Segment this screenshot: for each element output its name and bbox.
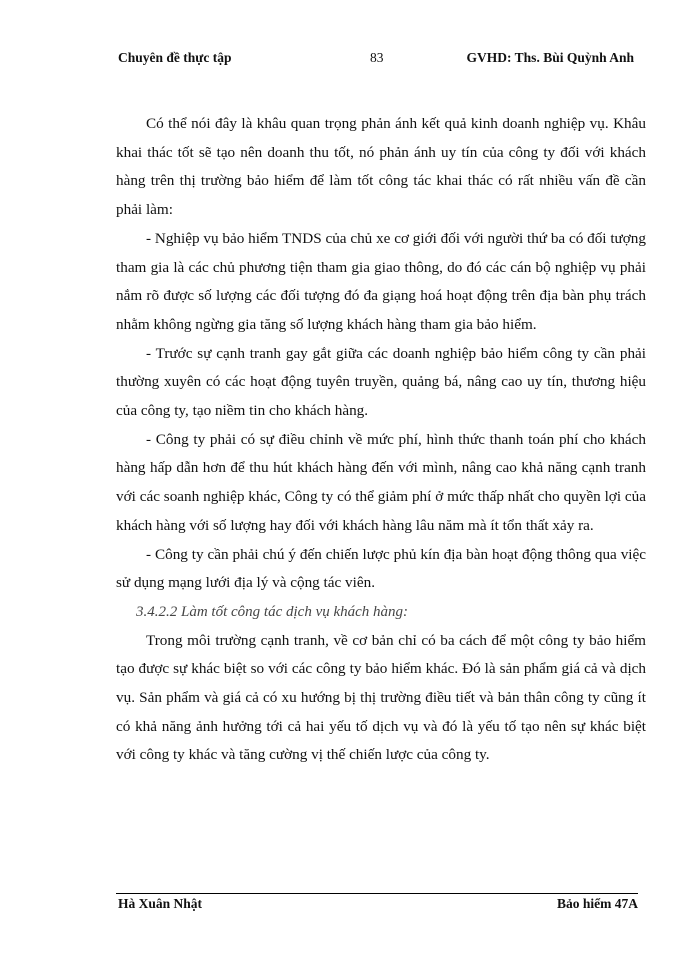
header-supervisor: GVHD: Ths. Bùi Quỳnh Anh [466,50,634,65]
body-paragraph-bullet-1: - Nghiệp vụ bảo hiểm TNDS của chủ xe cơ giới đối với người thứ ba có đối tượng tham gia là các chủ phương tiện tham gia giao thông, do đó các cán bộ nghiệp vụ phải nắm rõ được số lượng các đối tượng đó đa giạng hoá hoạt động trên địa bàn phụ trách nhằm không ngừng gia tăng số lượng khách hàng tham gia bảo hiểm. [116,229,646,333]
body-paragraph-closing: Trong môi trường cạnh tranh, về cơ bản chỉ có ba cách để một công ty bảo hiểm tạo được sự khác biệt so với các công ty bảo hiểm khác. Đó là sản phẩm giá cả và dịch vụ. Sản phẩm và giá cả có xu hướng bị thị trường điều tiết và bản thân công ty cũng ít có khả năng ảnh hưởng tới cả hai yếu tố dịch vụ và đó là yếu tố tạo nên sự khác biệt với công ty khác và tăng cường vị thế chiến lược của công ty. [116,631,646,764]
body-paragraph-bullet-4: - Công ty cần phải chú ý đến chiến lược phủ kín địa bàn hoạt động thông qua việc sử dụng mạng lưới địa lý và cộng tác viên. [116,545,646,592]
body-paragraph-bullet-3: - Công ty phải có sự điều chỉnh về mức phí, hình thức thanh toán phí cho khách hàng hấp dẫn hơn để thu hút khách hàng đến với mình, nâng cao khả năng cạnh tranh với các soanh nghiệp khác, Công ty có thể giảm phí ở mức thấp nhất cho quyền lợi của khách hàng với số lượng hay đối với khách hàng lâu năm mà ít tổn thất xảy ra. [116,430,646,534]
section-subheading: 3.4.2.2 Làm tốt công tác dịch vụ khách hàng: [136,603,409,620]
page-header [118,50,648,70]
header-document-title: Chuyên đề thực tập [118,50,232,65]
body-paragraph-bullet-2: - Trước sự cạnh tranh gay gắt giữa các doanh nghiệp bảo hiểm công ty cần phải thường xuyên có các hoạt động tuyên truyền, quảng bá, nâng cao uy tín, thương hiệu của công ty, tạo niềm tin cho khách hàng. [116,344,646,420]
page-number: 83 [370,50,384,65]
footer-divider [116,893,638,894]
footer-author: Hà Xuân Nhật [118,896,203,911]
footer-class: Bảo hiểm 47A [557,896,638,911]
body-paragraph-intro: Có thể nói đây là khâu quan trọng phản ánh kết quả kinh doanh nghiệp vụ. Khâu khai thác tốt sẽ tạo nên doanh thu tốt, nó phản ánh uy tín của công ty đối với khách hàng trên thị trường bảo hiểm để làm tốt công tác khai thác có rất nhiều vấn đề cần phải làm: [116,115,646,219]
page-body [116,110,646,770]
